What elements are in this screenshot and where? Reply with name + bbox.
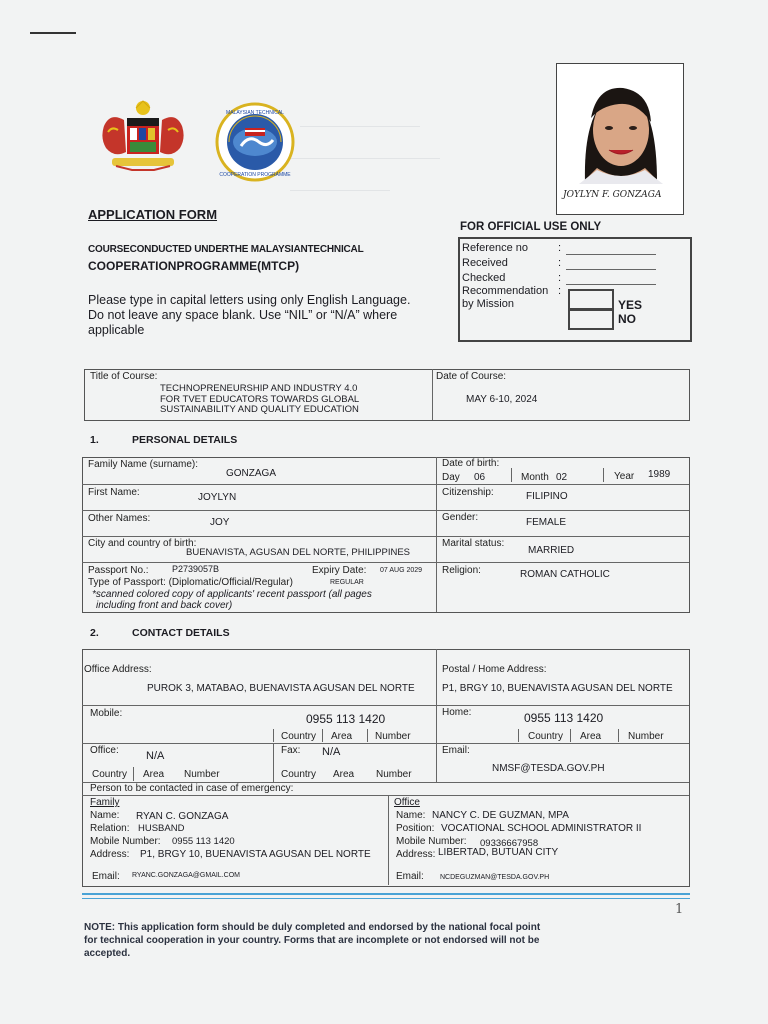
gender-value: FEMALE [526, 517, 567, 528]
checked-line [566, 284, 656, 285]
official-by-mission-label: by Mission [462, 298, 514, 310]
received-line [566, 269, 656, 270]
reference-line [566, 254, 656, 255]
passport-type-value: REGULAR [330, 579, 364, 586]
family-name-value: RYAN C. GONZAGA [136, 811, 229, 822]
office-address-label: Office Address: [84, 664, 152, 675]
area-label: Area [580, 731, 602, 742]
postal-address-value: P1, BRGY 10, BUENAVISTA AGUSAN DEL NORTE [442, 683, 673, 694]
row-line [82, 795, 689, 796]
dob-month-value: 02 [556, 472, 568, 483]
passport-scan-note: including front and back cover) [96, 600, 233, 611]
show-through [300, 126, 420, 137]
citizenship-value: FILIPINO [526, 491, 568, 502]
form-title: APPLICATION FORM [88, 207, 218, 222]
course-title-value: FOR TVET EDUCATORS TOWARDS GLOBAL [160, 394, 360, 405]
position-label: Position: [396, 823, 435, 834]
family-heading: Family [90, 797, 120, 808]
row-line [82, 484, 689, 485]
yes-label: YES [618, 298, 643, 312]
personal-divider [436, 457, 437, 612]
footer-note: for technical cooperation in your country. Forms that are incomplete or not endorsed will not be [84, 935, 540, 946]
number-label: Number [184, 769, 220, 780]
svg-text:COOPERATION PROGRAMME: COOPERATION PROGRAMME [219, 172, 291, 178]
colon: : [558, 257, 562, 269]
contact-divider [436, 649, 437, 782]
instructions-line: Do not leave any space blank. Use “NIL” or “N/A” where [88, 308, 398, 322]
personal-details-heading: PERSONAL DETAILS [132, 434, 238, 446]
phone-divider [273, 729, 274, 742]
area-label: Area [331, 731, 353, 742]
dob-year-label: Year [614, 471, 635, 482]
course-title-value: SUSTAINABILITY AND QUALITY EDUCATION [160, 404, 359, 415]
passport-label: Passport No.: [88, 565, 149, 576]
fax-value: N/A [322, 746, 341, 758]
course-date-value: MAY 6-10, 2024 [466, 394, 538, 405]
birthplace-label: City and country of birth: [88, 538, 197, 549]
instructions-line: applicable [88, 323, 145, 337]
dob-label: Date of birth: [442, 458, 500, 469]
email-value: NMSF@TESDA.GOV.PH [492, 763, 605, 774]
citizenship-label: Citizenship: [442, 487, 494, 498]
first-name-label: First Name: [88, 487, 140, 498]
passport-value: P2739057B [172, 564, 220, 574]
show-through [290, 158, 440, 169]
row-line [82, 536, 689, 537]
country-label: Country [528, 731, 564, 742]
pen-mark [30, 32, 76, 34]
family-name-value: GONZAGA [226, 468, 277, 479]
first-name-value: JOYLYN [198, 492, 237, 503]
family-mobile-value: 0955 113 1420 [172, 836, 235, 847]
yes-checkbox[interactable] [568, 289, 614, 310]
contact-divider [273, 743, 274, 782]
religion-value: ROMAN CATHOLIC [520, 569, 610, 580]
email-label: Email: [442, 745, 470, 756]
country-label: Country [281, 731, 317, 742]
contact-details-heading: CONTACT DETAILS [132, 627, 230, 639]
fax-label: Fax: [281, 745, 301, 756]
marital-status-label: Marital status: [442, 538, 505, 549]
country-label: Country [281, 769, 317, 780]
official-recommendation-label: Recommendation [462, 285, 549, 297]
position-value: VOCATIONAL SCHOOL ADMINISTRATOR II [441, 823, 642, 834]
phone-divider [618, 729, 619, 742]
official-reference-label: Reference no [462, 242, 529, 254]
family-address-label: Address: [90, 849, 130, 860]
office-address-value: PUROK 3, MATABAO, BUENAVISTA AGUSAN DEL NORTE [147, 683, 415, 694]
dob-divider [603, 468, 604, 482]
family-address-value: P1, BRGY 10, BUENAVISTA AGUSAN DEL NORTE [140, 849, 371, 860]
number-label: Number [375, 731, 411, 742]
svg-text:MALAYSIAN TECHNICAL: MALAYSIAN TECHNICAL [226, 110, 284, 116]
phone-divider [570, 729, 571, 742]
expiry-value: 07 AUG 2029 [380, 567, 423, 574]
phone-divider [133, 767, 134, 781]
marital-status-value: MARRIED [528, 545, 575, 556]
form-subtitle: COOPERATIONPROGRAMME(MTCP) [88, 259, 300, 273]
relation-label: Relation: [90, 823, 130, 834]
row-line [82, 510, 689, 511]
applicant-photo [556, 63, 684, 215]
office-phone-value: N/A [146, 750, 165, 762]
family-name-label: Name: [90, 810, 120, 821]
passport-scan-note: *scanned colored copy of applicants' recent passport (all pages [92, 589, 372, 600]
religion-label: Religion: [442, 565, 481, 576]
gender-label: Gender: [442, 512, 479, 523]
area-label: Area [143, 769, 165, 780]
birthplace-value: BUENAVISTA, AGUSAN DEL NORTE, PHILIPPINES [186, 547, 411, 558]
page-number: 1 [675, 902, 684, 917]
section-number: 2. [90, 627, 99, 639]
family-name-label: Family Name (surname): [88, 459, 199, 470]
dob-day-value: 06 [474, 472, 486, 483]
no-checkbox[interactable] [568, 309, 614, 330]
home-value: 0955 113 1420 [524, 711, 604, 725]
family-email-label: Email: [92, 871, 120, 882]
applicant-portrait [557, 64, 683, 184]
course-title-label: Title of Course: [90, 371, 158, 382]
family-email-value: RYANC.GONZAGA@GMAIL.COM [132, 872, 240, 879]
office-name-label: Name: [396, 810, 426, 821]
area-label: Area [333, 769, 355, 780]
office-address-value: LIBERTAD, BUTUAN CITY [438, 847, 559, 858]
office-name-value: NANCY C. DE GUZMAN, MPA [432, 810, 569, 821]
official-use-title: FOR OFFICIAL USE ONLY [460, 221, 602, 233]
colon: : [558, 285, 562, 297]
colon: : [558, 242, 562, 254]
official-checked-label: Checked [462, 272, 506, 284]
official-received-label: Received [462, 257, 508, 269]
no-label: NO [618, 312, 636, 326]
passport-type-label: Type of Passport: (Diplomatic/Official/Regular) [88, 577, 293, 588]
dob-year-value: 1989 [648, 469, 671, 480]
office-email-value: NCDEGUZMAN@TESDA.GOV.PH [440, 874, 550, 881]
course-date-label: Date of Course: [436, 371, 507, 382]
colon: : [558, 272, 562, 284]
row-line [82, 705, 689, 706]
bottom-rule [82, 898, 690, 899]
postal-address-label: Postal / Home Address: [442, 664, 547, 675]
section-number: 1. [90, 434, 99, 446]
phone-divider [518, 729, 519, 742]
other-names-value: JOY [210, 517, 230, 528]
emergency-contact-label: Person to be contacted in case of emergency: [90, 783, 294, 794]
family-mobile-label: Mobile Number: [90, 836, 161, 847]
office-heading: Office [394, 797, 420, 808]
row-line [82, 743, 689, 744]
bottom-rule [82, 893, 690, 895]
photo-signature: JOYLYN F. GONZAGA [563, 190, 662, 200]
mobile-label: Mobile: [90, 708, 123, 719]
mobile-value: 0955 113 1420 [306, 712, 386, 726]
phone-divider [367, 729, 368, 742]
footer-note: accepted. [84, 948, 131, 959]
dob-month-label: Month [521, 472, 549, 483]
dob-day-label: Day [442, 472, 460, 483]
form-subtitle: COURSECONDUCTED UNDERTHE MALAYSIANTECHNICAL [88, 244, 364, 255]
office-mobile-label: Mobile Number: [396, 836, 467, 847]
coat-of-arms-logo [92, 98, 194, 176]
relation-value: HUSBAND [138, 823, 185, 834]
footer-note: NOTE: This application form should be duly completed and endorsed by the national focal point [84, 922, 541, 933]
office-address-label: Address: [396, 849, 436, 860]
contact-divider [388, 795, 389, 885]
phone-divider [322, 729, 323, 742]
other-names-label: Other Names: [88, 513, 151, 524]
mtcp-logo [215, 102, 295, 182]
number-label: Number [376, 769, 412, 780]
expiry-label: Expiry Date: [312, 565, 367, 576]
row-line [82, 562, 689, 563]
home-label: Home: [442, 707, 472, 718]
number-label: Number [628, 731, 664, 742]
course-divider [432, 369, 433, 420]
course-title-value: TECHNOPRENEURSHIP AND INDUSTRY 4.0 [160, 383, 358, 394]
office-email-label: Email: [396, 871, 424, 882]
dob-divider [511, 468, 512, 482]
country-label: Country [92, 769, 128, 780]
show-through [290, 190, 390, 201]
office-mobile-value: 09336667958 [480, 838, 539, 849]
office-phone-label: Office: [90, 745, 119, 756]
instructions-line: Please type in capital letters using only English Language. [88, 293, 411, 307]
